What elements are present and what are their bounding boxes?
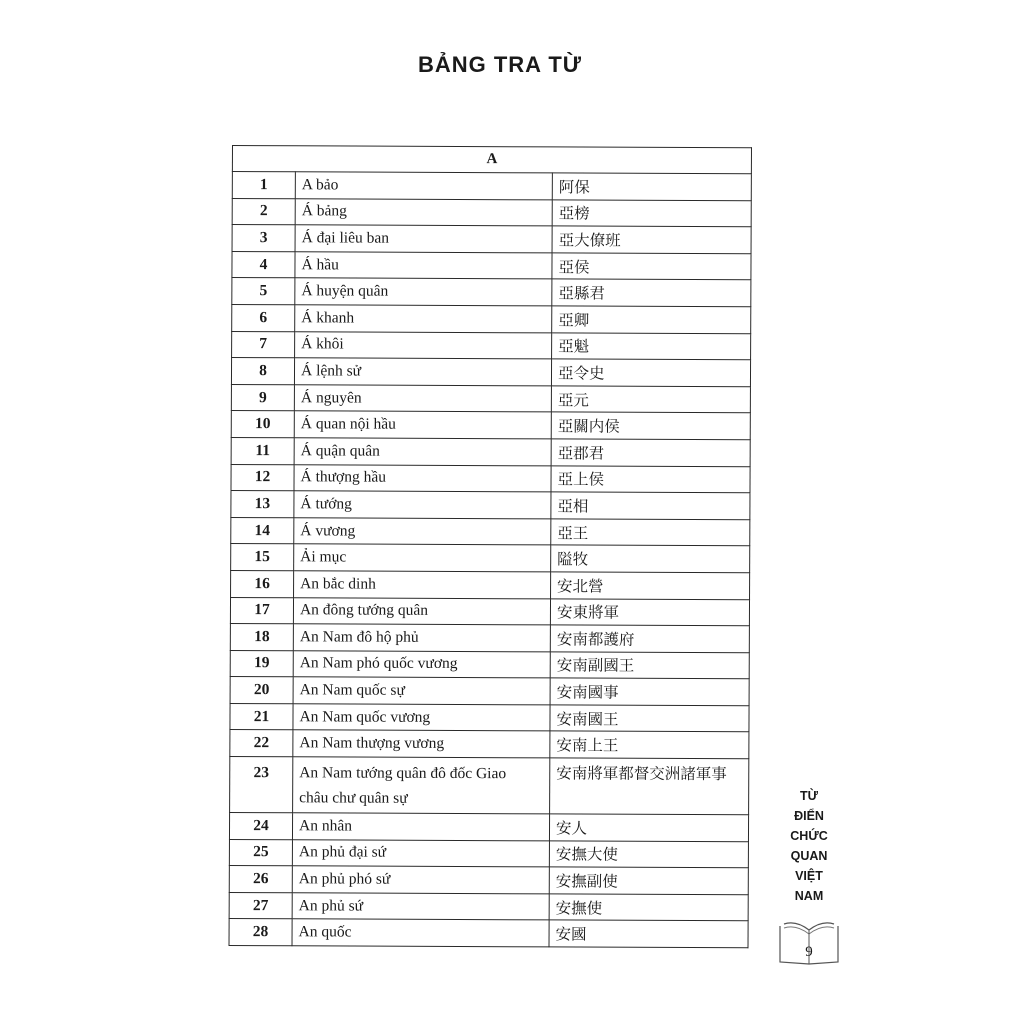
term-line: An Nam tướng quân đô đốc Giao <box>299 764 507 783</box>
table-row <box>230 703 749 732</box>
term-cell: An Nam đô hộ phủ <box>293 624 550 652</box>
book-title-word: QUAN <box>790 849 828 863</box>
han-cell: 亞榜 <box>552 199 751 226</box>
term-cell: An Nam phó quốc vương <box>293 650 550 678</box>
book-title-vertical <box>774 786 844 906</box>
term-cell: Á quan nội hầu <box>294 411 551 439</box>
term-cell: Á khanh <box>295 305 552 333</box>
row-number: 23 <box>230 757 293 813</box>
row-number: 10 <box>231 411 294 438</box>
han-cell: 安國 <box>549 920 748 947</box>
term-cell: Á đại liêu ban <box>295 225 552 253</box>
section-letter: A <box>232 146 751 174</box>
term-cell: Á huyện quân <box>295 278 552 306</box>
row-number: 19 <box>230 650 293 677</box>
table-row <box>232 225 751 254</box>
page-number: 9 <box>805 944 813 960</box>
term-cell: An Nam quốc sự <box>293 677 550 705</box>
section-header-row <box>232 146 751 174</box>
term-cell: Á quận quân <box>294 438 551 466</box>
table-row <box>230 624 749 653</box>
han-cell: 亞郡君 <box>551 439 750 466</box>
row-number: 12 <box>231 464 294 491</box>
book-title-word: NAM <box>794 889 824 903</box>
row-number: 18 <box>230 624 293 651</box>
row-number: 5 <box>232 278 295 305</box>
table-row <box>229 892 748 921</box>
book-title-word: CHỨC <box>790 829 828 843</box>
han-cell: 亞大僚班 <box>552 226 751 253</box>
table-row <box>230 757 749 815</box>
row-number: 2 <box>232 198 295 225</box>
table-row <box>229 919 748 948</box>
row-number: 8 <box>231 358 294 385</box>
term-cell: An Nam quốc vương <box>293 704 550 732</box>
term-cell: Á khôi <box>295 331 552 359</box>
table-row <box>232 331 751 360</box>
table-row <box>232 251 751 280</box>
term-cell: An phủ phó sứ <box>292 866 549 894</box>
page-title: BẢNG TRA TỪ <box>417 52 583 77</box>
row-number: 25 <box>229 839 292 866</box>
han-cell: 安北營 <box>551 572 750 599</box>
table-row <box>232 198 751 227</box>
term-cell <box>293 757 550 814</box>
term-cell: A bảo <box>295 172 552 200</box>
han-cell: 亞侯 <box>552 253 751 280</box>
table-row <box>231 491 750 520</box>
row-number: 6 <box>232 304 295 331</box>
table-row <box>232 278 751 307</box>
row-number: 15 <box>231 544 294 571</box>
row-number: 1 <box>232 172 295 199</box>
han-cell: 安南上王 <box>550 731 749 758</box>
han-cell: 安人 <box>549 814 748 841</box>
han-cell: 安南將軍都督交洲諸軍事 <box>550 758 749 815</box>
table-row <box>231 517 750 546</box>
row-number: 24 <box>229 813 292 840</box>
book-title-word: TỪ <box>799 789 818 803</box>
han-cell: 安南副國王 <box>550 652 749 679</box>
term-line: châu chư quân sự <box>299 789 408 807</box>
term-cell: An nhân <box>292 813 549 841</box>
row-number: 16 <box>231 570 294 597</box>
table-row <box>231 358 750 387</box>
han-cell: 安撫使 <box>549 894 748 921</box>
row-number: 20 <box>230 677 293 704</box>
han-cell: 隘牧 <box>551 545 750 572</box>
han-cell: 安南國王 <box>550 705 749 732</box>
row-number: 22 <box>230 730 293 757</box>
term-cell: An phủ đại sứ <box>292 839 549 867</box>
row-number: 21 <box>230 703 293 730</box>
table-row <box>231 411 750 440</box>
han-cell: 亞令史 <box>551 359 750 386</box>
term-cell: Á hầu <box>295 252 552 280</box>
han-cell: 安撫大使 <box>549 841 748 868</box>
term-cell: Á tướng <box>294 491 551 519</box>
table-row <box>229 839 748 868</box>
row-number: 27 <box>229 892 292 919</box>
term-cell: An Nam thượng vương <box>293 730 550 758</box>
row-number: 11 <box>231 437 294 464</box>
row-number: 13 <box>231 491 294 518</box>
row-number: 3 <box>232 225 295 252</box>
han-cell: 亞魁 <box>552 332 751 359</box>
term-cell: Á thượng hầu <box>294 464 551 492</box>
term-cell: Ải mục <box>294 544 551 572</box>
term-cell: Á nguyên <box>294 385 551 413</box>
table-row <box>232 172 751 201</box>
term-cell: An phủ sứ <box>292 893 549 921</box>
han-cell: 亞關内侯 <box>551 412 750 439</box>
table-row <box>231 384 750 413</box>
row-number: 17 <box>230 597 293 624</box>
term-cell: Á bảng <box>295 198 552 226</box>
han-cell: 安東將軍 <box>550 598 749 625</box>
han-cell: 亞卿 <box>552 306 751 333</box>
han-cell: 亞王 <box>551 519 750 546</box>
table-row <box>231 464 750 493</box>
han-cell: 亞上侯 <box>551 465 750 492</box>
han-cell: 亞相 <box>551 492 750 519</box>
row-number: 26 <box>229 866 292 893</box>
lookup-table <box>229 145 752 948</box>
row-number: 7 <box>232 331 295 358</box>
row-number: 28 <box>229 919 292 946</box>
table-row <box>229 866 748 895</box>
table-row <box>230 597 749 626</box>
han-cell: 安南國事 <box>550 678 749 705</box>
table-row <box>230 677 749 706</box>
han-cell: 安撫副使 <box>549 867 748 894</box>
term-cell: An bắc dinh <box>294 571 551 599</box>
table-row <box>232 304 751 333</box>
term-cell: Á lệnh sử <box>294 358 551 386</box>
row-number: 4 <box>232 251 295 278</box>
term-cell: An quốc <box>292 919 549 947</box>
han-cell: 亞元 <box>551 386 750 413</box>
table-row <box>229 813 748 842</box>
han-cell: 阿保 <box>552 173 751 200</box>
row-number: 9 <box>231 384 294 411</box>
table-row <box>231 437 750 466</box>
row-number: 14 <box>231 517 294 544</box>
han-cell: 安南都護府 <box>550 625 749 652</box>
term-cell: Á vương <box>294 517 551 545</box>
table-row <box>231 570 750 599</box>
table-row <box>230 650 749 679</box>
table-row <box>231 544 750 573</box>
book-title-word: VIỆT <box>795 869 823 883</box>
table-row <box>230 730 749 759</box>
term-cell: An đông tướng quân <box>293 597 550 625</box>
han-cell: 亞縣君 <box>552 279 751 306</box>
book-title-word: ĐIỂN <box>794 809 824 823</box>
